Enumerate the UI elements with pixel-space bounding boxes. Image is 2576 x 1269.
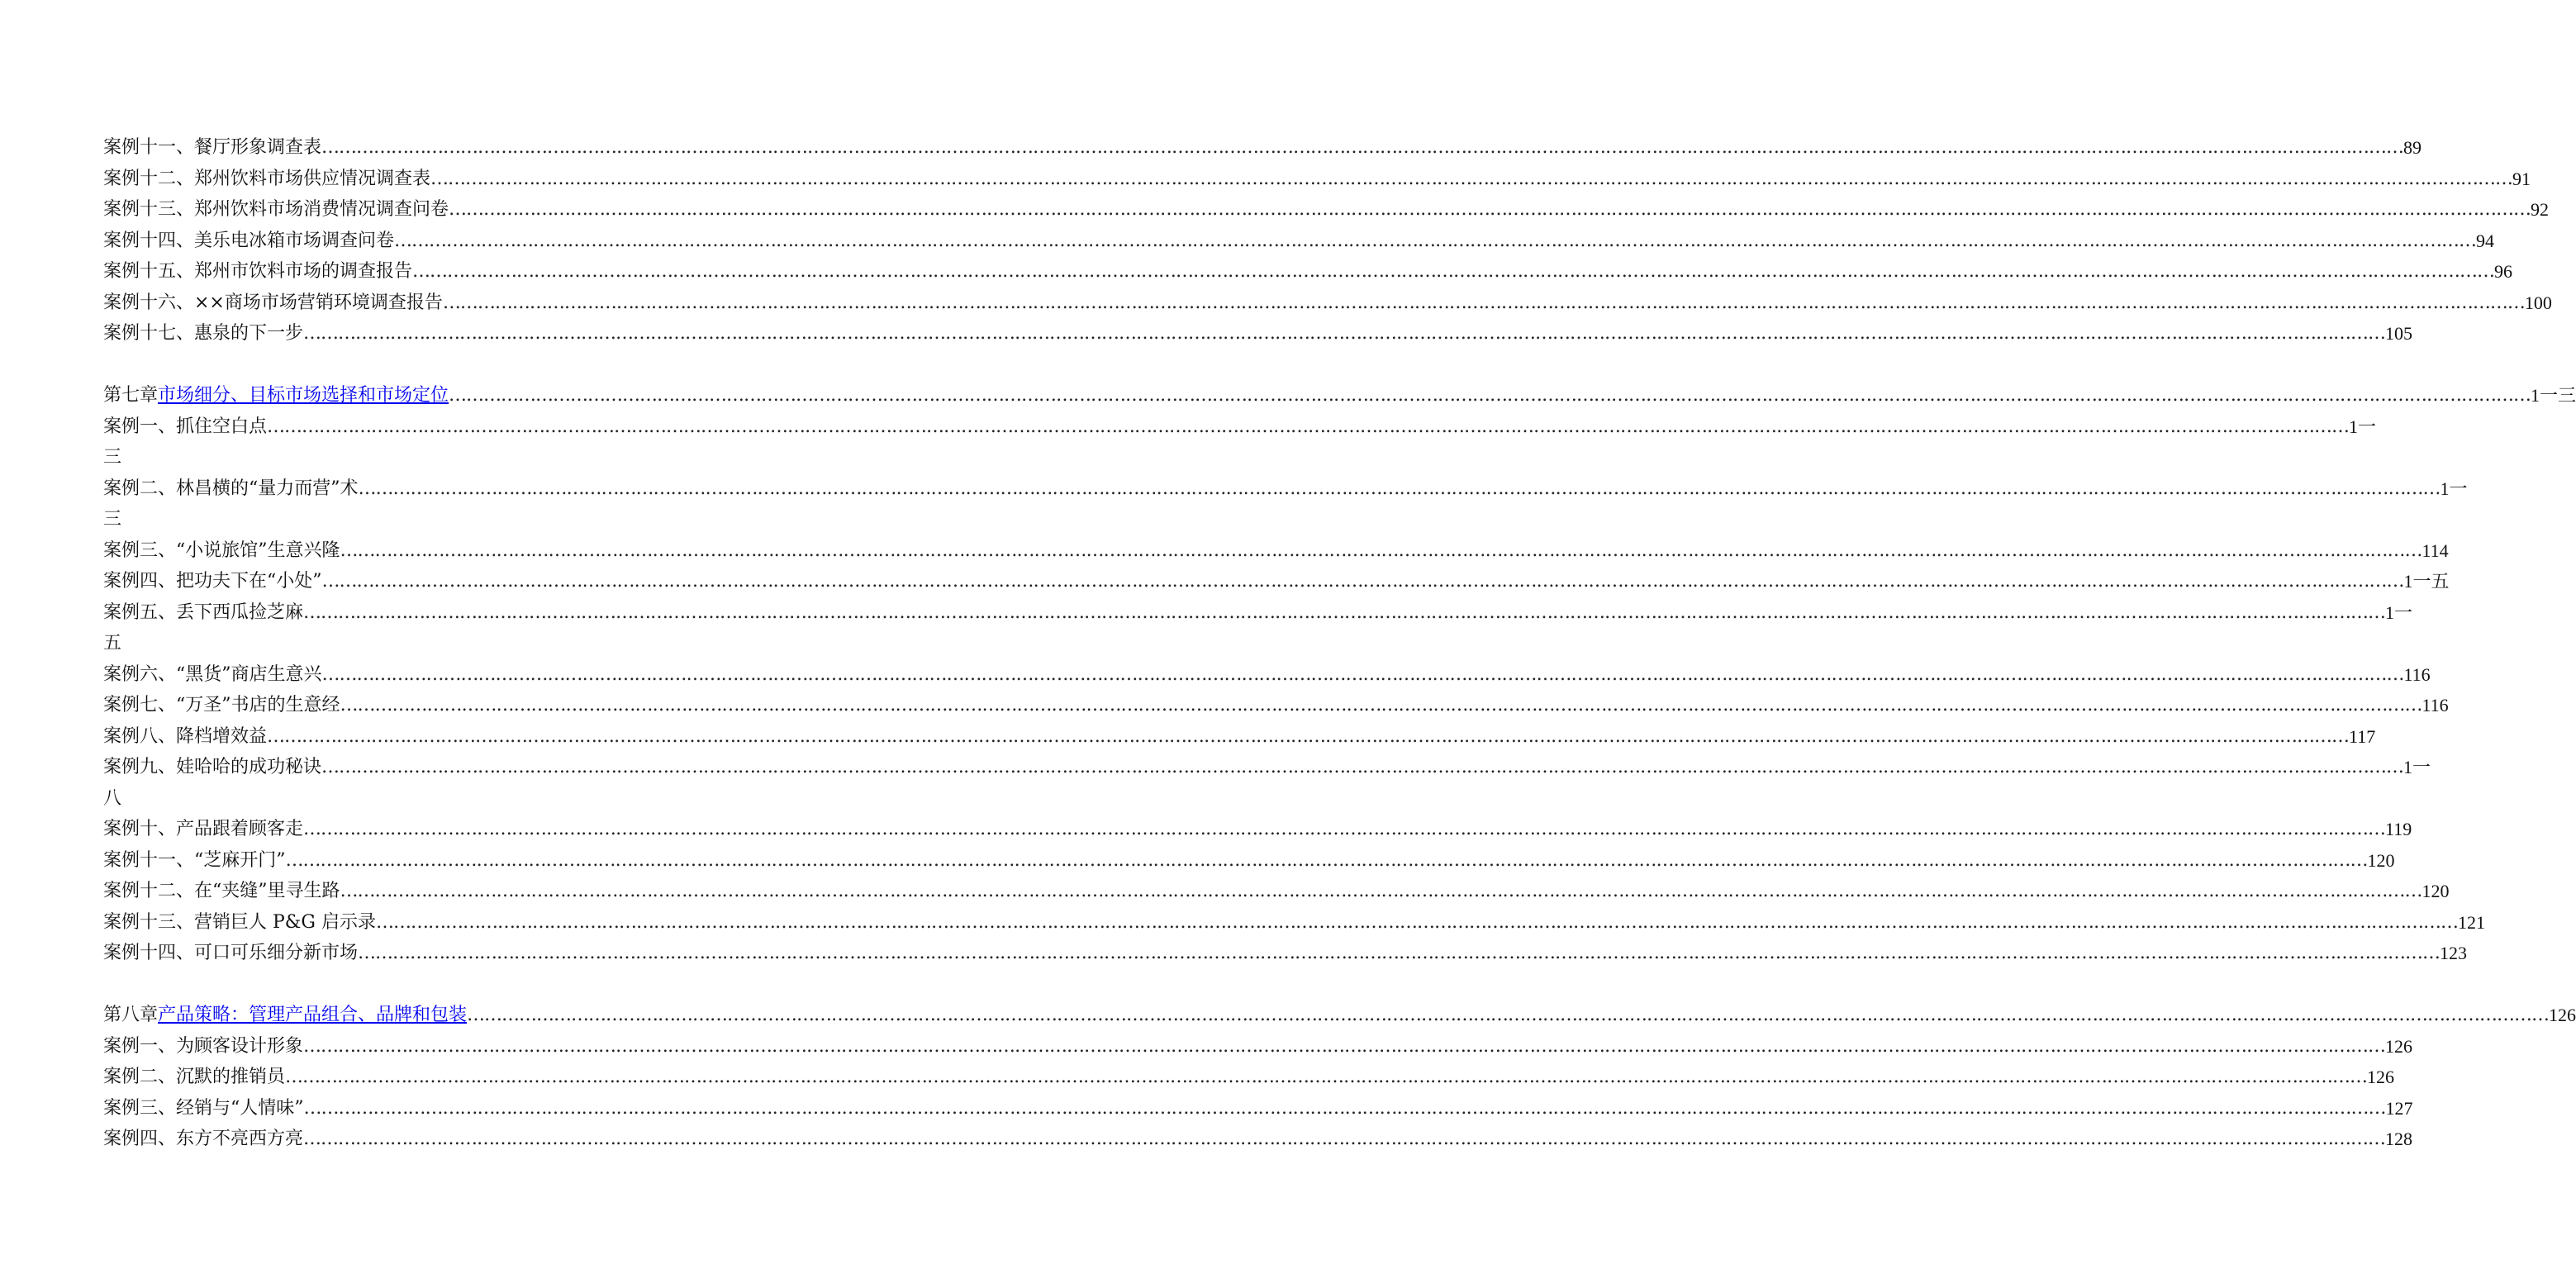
toc-entry[interactable] <box>103 566 2450 597</box>
page-number: 120 <box>2422 881 2450 901</box>
page-number: 1一 <box>2440 478 2468 499</box>
leader-dots: ……………………………………………………………………………………………………………………………………………………………………………………………………………………………………………………………………………………………………………………………… <box>394 230 2477 251</box>
table-of-contents <box>103 132 2576 1155</box>
entry-title: 案例十三、郑州饮料市场消费情况调查问卷 <box>103 199 449 220</box>
leader-dots: ……………………………………………………………………………………………………………………………………………………………………………………………………………………………………………………………………………………………………………………………… <box>267 416 2350 437</box>
page-number: 126 <box>2549 1005 2576 1025</box>
leader-dots: ……………………………………………………………………………………………………………………………………………………………………………………………………………………………………………………………………………………………………………………………… <box>467 1005 2550 1025</box>
page-number: 91 <box>2512 168 2531 189</box>
leader-dots: ……………………………………………………………………………………………………………………………………………………………………………………………………………………………………………………………………………………………………………………………… <box>375 911 2458 933</box>
entry-title: 案例二、林昌横的“量力而营”术 <box>103 478 359 499</box>
toc-entry[interactable] <box>103 690 2449 721</box>
chapter-heading <box>103 380 2576 411</box>
leader-dots: ……………………………………………………………………………………………………………………………………………………………………………………………………………………………………………………………………………………………………………………………… <box>358 478 2441 499</box>
entry-title: 案例十、产品跟着顾客走 <box>103 819 304 839</box>
toc-entry[interactable] <box>103 876 2450 907</box>
page-number: 1一 <box>2403 757 2431 777</box>
toc-entry[interactable] <box>103 1124 2413 1155</box>
leader-dots: ……………………………………………………………………………………………………………………………………………………………………………………………………………………………………………………………………………………………………………………………… <box>303 1035 2386 1057</box>
entry-title: 案例十三、营销巨人 P&G 启示录 <box>103 911 376 933</box>
leader-dots: ……………………………………………………………………………………………………………………………………………………………………………………………………………………………………………………………………………………………………………………………… <box>412 261 2495 282</box>
leader-dots: ……………………………………………………………………………………………………………………………………………………………………………………………………………………………………………………………………………………………………………………………… <box>449 199 2531 220</box>
toc-entry[interactable] <box>103 473 2468 505</box>
page-number: 123 <box>2440 943 2468 963</box>
toc-entry[interactable] <box>103 411 2377 443</box>
toc-entry[interactable] <box>103 938 2468 969</box>
entry-title: 案例四、东方不亮西方亮 <box>103 1129 304 1149</box>
entry-title: 案例四、把功夫下在“小处” <box>103 571 322 592</box>
toc-entry[interactable] <box>103 535 2449 567</box>
page-number: 126 <box>2367 1067 2395 1087</box>
chapter-prefix: 第七章 <box>103 385 159 406</box>
page-number: 119 <box>2385 819 2412 839</box>
page-number: 92 <box>2531 199 2550 220</box>
page-number: 1一五 <box>2403 571 2450 592</box>
toc-entry[interactable] <box>103 1031 2413 1062</box>
page-number: 1一 <box>2349 416 2377 437</box>
toc-entry[interactable] <box>103 194 2550 226</box>
leader-dots: ……………………………………………………………………………………………………………………………………………………………………………………………………………………………………………………………………………………………………………………………… <box>303 323 2386 344</box>
chapter-title <box>103 1000 467 1031</box>
entry-title: 案例三、“小说旅馆”生意兴隆 <box>103 539 340 561</box>
page-number-continuation: 三 <box>103 509 122 530</box>
page-number: 96 <box>2494 261 2513 282</box>
page-number: 126 <box>2385 1035 2413 1057</box>
chapter-heading <box>103 1000 2576 1031</box>
page-number: 100 <box>2524 292 2552 313</box>
leader-dots: ……………………………………………………………………………………………………………………………………………………………………………………………………………………………………………………………………………………………………………………………… <box>449 385 2531 406</box>
page-number: 94 <box>2476 230 2495 251</box>
toc-entry[interactable] <box>103 907 2485 939</box>
leader-dots: ……………………………………………………………………………………………………………………………………………………………………………………………………………………………………………………………………………………………………………………………… <box>303 1097 2386 1119</box>
entry-title: 案例十一、餐厅形象调查表 <box>103 137 322 158</box>
entry-title: 案例十七、惠泉的下一步 <box>103 323 304 344</box>
page-number: 1一三 <box>2531 385 2576 406</box>
toc-entry[interactable] <box>103 164 2531 195</box>
entry-title: 案例八、降档增效益 <box>103 725 268 747</box>
leader-dots: ……………………………………………………………………………………………………………………………………………………………………………………………………………………………………………………………………………………………………………………………… <box>358 943 2441 963</box>
page-number: 116 <box>2422 695 2449 715</box>
entry-title: 案例九、娃哈哈的成功秘诀 <box>103 757 322 777</box>
page-number: 116 <box>2403 663 2431 685</box>
toc-entry[interactable] <box>103 132 2422 164</box>
leader-dots: ……………………………………………………………………………………………………………………………………………………………………………………………………………………………………………………………………………………………………………………………… <box>321 757 2404 777</box>
entry-title: 案例五、丢下西瓜捡芝麻 <box>103 601 304 623</box>
entry-title: 案例十二、郑州饮料市场供应情况调查表 <box>103 168 431 189</box>
page-number-continuation: 三 <box>103 447 122 468</box>
entry-title: 案例六、“黑货”商店生意兴 <box>103 663 322 685</box>
leader-dots: ……………………………………………………………………………………………………………………………………………………………………………………………………………………………………………………………………………………………………………………………… <box>285 1067 2368 1087</box>
entry-title: 案例一、为顾客设计形象 <box>103 1035 304 1057</box>
toc-entry[interactable] <box>103 814 2412 845</box>
leader-dots: ……………………………………………………………………………………………………………………………………………………………………………………………………………………………………………………………………………………………………………………………… <box>340 539 2422 561</box>
leader-dots: ……………………………………………………………………………………………………………………………………………………………………………………………………………………………………………………………………………………………………………………………… <box>285 849 2368 871</box>
entry-title: 案例十一、“芝麻开门” <box>103 849 286 871</box>
toc-entry[interactable] <box>103 845 2395 877</box>
page-number: 127 <box>2385 1097 2413 1119</box>
entry-title: 案例十五、郑州市饮料市场的调查报告 <box>103 261 413 282</box>
leader-dots: ……………………………………………………………………………………………………………………………………………………………………………………………………………………………………………………………………………………………………………………………… <box>430 168 2513 189</box>
page-number-continuation: 八 <box>103 787 122 809</box>
page-number: 89 <box>2403 137 2422 158</box>
leader-dots: ……………………………………………………………………………………………………………………………………………………………………………………………………………………………………………………………………………………………………………………………… <box>267 725 2350 747</box>
entry-title: 案例十六、××商场市场营销环境调查报告 <box>103 292 443 313</box>
leader-dots: ……………………………………………………………………………………………………………………………………………………………………………………………………………………………………………………………………………………………………………………………… <box>442 292 2525 313</box>
page-number: 114 <box>2422 539 2449 561</box>
toc-entry[interactable] <box>103 1093 2413 1124</box>
chapter-prefix: 第八章 <box>103 1005 159 1025</box>
entry-title: 案例一、抓住空白点 <box>103 416 268 437</box>
toc-entry[interactable] <box>103 256 2513 288</box>
section-spacer <box>103 349 796 381</box>
page-number: 1一 <box>2385 601 2413 623</box>
entry-title: 案例十四、可口可乐细分新市场 <box>103 943 359 963</box>
toc-entry[interactable] <box>103 752 2431 783</box>
toc-entry[interactable] <box>103 1062 2395 1093</box>
toc-entry[interactable] <box>103 597 2413 629</box>
entry-title: 案例二、沉默的推销员 <box>103 1067 286 1087</box>
entry-title: 案例十四、美乐电冰箱市场调查问卷 <box>103 230 395 251</box>
page-number: 120 <box>2367 849 2395 871</box>
chapter-link[interactable]: 产品策略：管理产品组合、品牌和包装 <box>158 1005 468 1025</box>
page-number-continuation: 五 <box>103 633 122 654</box>
page-number: 105 <box>2385 323 2413 344</box>
toc-entry[interactable] <box>103 226 2495 257</box>
leader-dots: ……………………………………………………………………………………………………………………………………………………………………………………………………………………………………………………………………………………………………………………………… <box>321 663 2404 685</box>
leader-dots: ……………………………………………………………………………………………………………………………………………………………………………………………………………………………………………………………………………………………………………………………… <box>303 819 2386 839</box>
toc-entry[interactable] <box>103 721 2376 753</box>
leader-dots: ……………………………………………………………………………………………………………………………………………………………………………………………………………………………………………………………………………………………………………………………… <box>340 881 2422 901</box>
page-number: 117 <box>2349 725 2376 747</box>
page-number: 121 <box>2457 911 2485 933</box>
chapter-link[interactable]: 市场细分、目标市场选择和市场定位 <box>158 385 449 406</box>
toc-entry[interactable] <box>103 288 2552 319</box>
leader-dots: ……………………………………………………………………………………………………………………………………………………………………………………………………………………………………………………………………………………………………………………………… <box>340 695 2422 715</box>
leader-dots: ……………………………………………………………………………………………………………………………………………………………………………………………………………………………………………………………………………………………………………………………… <box>303 601 2386 623</box>
toc-entry[interactable] <box>103 659 2431 691</box>
entry-title: 案例七、“万圣”书店的生意经 <box>103 695 340 715</box>
leader-dots: ……………………………………………………………………………………………………………………………………………………………………………………………………………………………………………………………………………………………………………………………… <box>321 137 2404 158</box>
entry-title: 案例三、经销与“人情味” <box>103 1097 304 1119</box>
leader-dots: ……………………………………………………………………………………………………………………………………………………………………………………………………………………………………………………………………………………………………………………………… <box>303 1129 2386 1149</box>
chapter-title <box>103 380 449 411</box>
page-number: 128 <box>2385 1129 2413 1149</box>
toc-entry[interactable] <box>103 318 2413 349</box>
entry-title: 案例十二、在“夹缝”里寻生路 <box>103 881 340 901</box>
section-spacer <box>103 969 796 1000</box>
leader-dots: ……………………………………………………………………………………………………………………………………………………………………………………………………………………………………………………………………………………………………………………………… <box>321 571 2404 592</box>
